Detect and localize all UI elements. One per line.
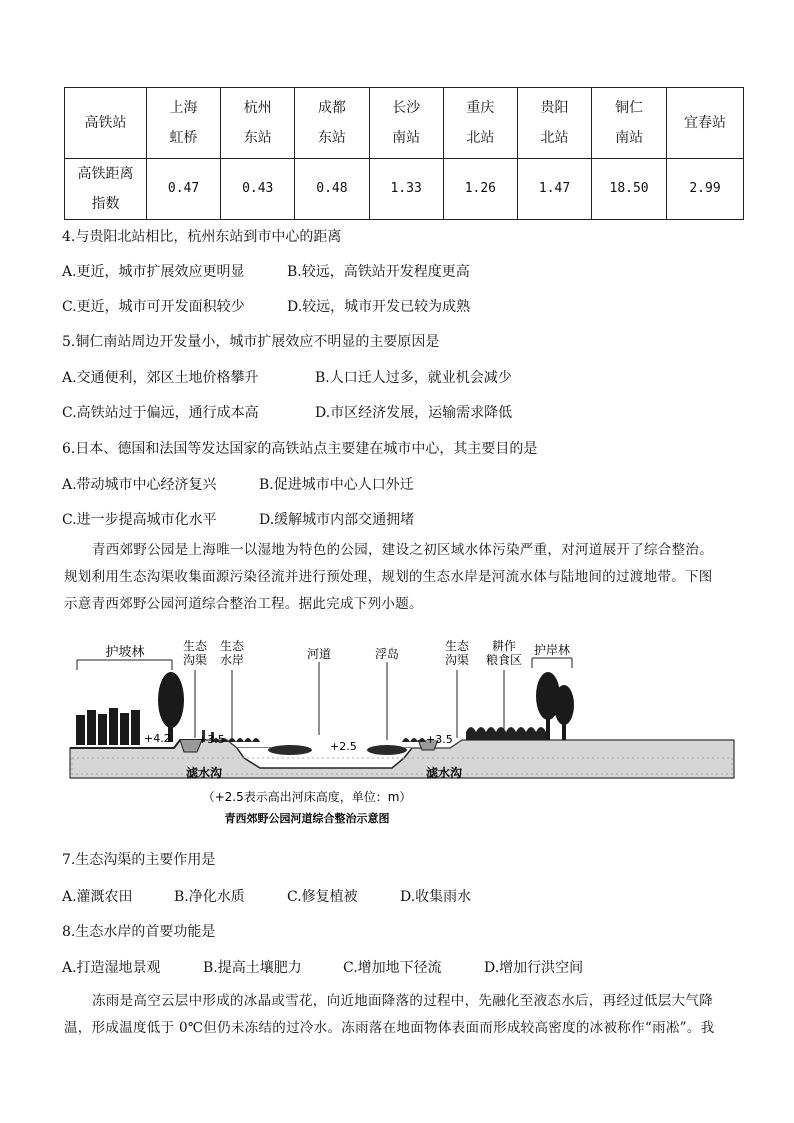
q4-option-c[interactable]: C.更近，城市可开发面积较少: [62, 299, 245, 315]
header-cell: 上海 虹桥: [146, 88, 220, 159]
label-eco-ditch-left: 生态: [182, 639, 208, 653]
header-cell: 高铁站: [65, 88, 147, 159]
value-cell: 2.99: [667, 159, 744, 220]
header-cell: 宜春站: [667, 88, 744, 159]
question-8-stem: 8.生态水岸的首要功能是: [62, 924, 216, 940]
passage-line: 青西郊野公园是上海唯一以湿地为特色的公园，建设之初区域水体污染严重，对河道展开了综合整治。: [92, 542, 713, 558]
label-eco-bank: 生态: [219, 639, 245, 653]
diagram-caption: 青西郊野公园河道综合整治示意图: [224, 812, 390, 825]
q6-option-c[interactable]: C.进一步提高城市化水平: [62, 512, 217, 528]
height-river: +2.5: [330, 740, 357, 753]
passage-line: 温，形成温度低于 0℃但仍未冻结的过冷水。冻雨落在地面物体表面而形成较高密度的冰被称作“雨凇”。我: [64, 1020, 715, 1036]
q5-option-a[interactable]: A.交通便利，郊区土地价格攀升: [62, 370, 259, 386]
q7-option-c[interactable]: C.修复植被: [287, 889, 358, 905]
question-5-stem: 5.铜仁南站周边开发量小，城市扩展效应不明显的主要原因是: [62, 334, 440, 350]
label-farmland: 粮食区: [485, 653, 523, 667]
label-eco-ditch-right: 生态: [444, 639, 470, 653]
question-4-stem: 4.与贵阳北站相比，杭州东站到市中心的距离: [62, 229, 342, 245]
label-farmland: 耕作: [491, 639, 517, 653]
q5-option-c[interactable]: C.高铁站过于偏远，通行成本高: [62, 405, 259, 421]
passage-qingxi: [64, 537, 734, 618]
q7-option-a[interactable]: A.灌溉农田: [62, 889, 133, 905]
value-cell: 1.47: [517, 159, 591, 220]
q8-option-c[interactable]: C.增加地下径流: [343, 960, 442, 976]
diagram-note: （+2.5表示高出河床高度，单位：m）: [202, 790, 412, 804]
label-slope-forest: 护坡林: [105, 645, 145, 660]
value-cell: 0.48: [295, 159, 369, 220]
passage-line: 冻雨是高空云层中形成的冰晶或雪花，向近地面降落的过程中，先融化至液态水后，再经过低层大气降: [92, 993, 713, 1009]
question-7-stem: 7.生态沟渠的主要作用是: [62, 852, 216, 868]
table-data-row: [65, 159, 744, 220]
label-eco-ditch-left: 沟渠: [182, 653, 208, 667]
value-cell: 0.43: [221, 159, 295, 220]
q6-option-d[interactable]: D.缓解城市内部交通拥堵: [259, 512, 415, 528]
label-eco-bank: 水岸: [219, 653, 245, 667]
value-cell: 1.33: [369, 159, 443, 220]
q7-option-d[interactable]: D.收集雨水: [400, 889, 472, 905]
q6-option-b[interactable]: B.促进城市中心人口外迁: [259, 477, 414, 493]
q8-option-b[interactable]: B.提高土壤肥力: [203, 960, 302, 976]
row-label: 高铁距离 指数: [65, 159, 147, 220]
question-6-stem: 6.日本、德国和法国等发达国家的高铁站点主要建在城市中心，其主要目的是: [62, 441, 538, 457]
label-floating-island: 浮岛: [374, 647, 400, 661]
table-header-row: [65, 88, 744, 159]
header-cell: 长沙 南站: [369, 88, 443, 159]
q6-option-a[interactable]: A.带动城市中心经济复兴: [62, 477, 217, 493]
value-cell: 1.26: [443, 159, 517, 220]
q8-option-d[interactable]: D.增加行洪空间: [484, 960, 584, 976]
header-cell: 铜仁 南站: [592, 88, 667, 159]
header-cell: 重庆 北站: [443, 88, 517, 159]
height-left-bank: +4.2: [144, 732, 171, 745]
label-bank-forest: 护岸林: [533, 643, 571, 657]
header-cell: 贵阳 北站: [517, 88, 591, 159]
q4-option-b[interactable]: B.较远，高铁站开发程度更高: [287, 264, 470, 280]
q4-option-a[interactable]: A.更近，城市扩展效应更明显: [62, 264, 245, 280]
label-eco-ditch-right: 沟渠: [444, 653, 470, 667]
header-cell: 杭州 东站: [221, 88, 295, 159]
header-cell: 成都 东站: [295, 88, 369, 159]
q5-option-d[interactable]: D.市区经济发展，运输需求降低: [315, 405, 513, 421]
value-cell: 18.50: [592, 159, 667, 220]
q5-option-b[interactable]: B.人口迁人过多，就业机会减少: [315, 370, 512, 386]
passage-line: 规划利用生态沟渠收集面源污染径流并进行预处理，规划的生态水岸是河流水体与陆地间的过渡地带。下图: [64, 569, 713, 585]
label-filter-ditch-left: 滤水沟: [186, 766, 223, 780]
q7-option-b[interactable]: B.净化水质: [174, 889, 245, 905]
q4-option-d[interactable]: D.较远，城市开发已较为成熟: [287, 299, 471, 315]
height-right-ditch: +3.5: [426, 733, 453, 746]
label-river-channel: 河道: [306, 647, 332, 661]
label-filter-ditch-right: 滤水沟: [426, 766, 463, 780]
value-cell: 0.47: [146, 159, 220, 220]
high-speed-rail-table: [64, 87, 744, 220]
q8-option-a[interactable]: A.打造湿地景观: [62, 960, 161, 976]
passage-freezing-rain: [64, 988, 734, 1042]
river-cross-section-diagram: [62, 630, 742, 830]
height-left-ditch: +3.5: [198, 733, 225, 746]
passage-line: 示意青西郊野公园河道综合整治工程。据此完成下列小题。: [64, 596, 423, 612]
